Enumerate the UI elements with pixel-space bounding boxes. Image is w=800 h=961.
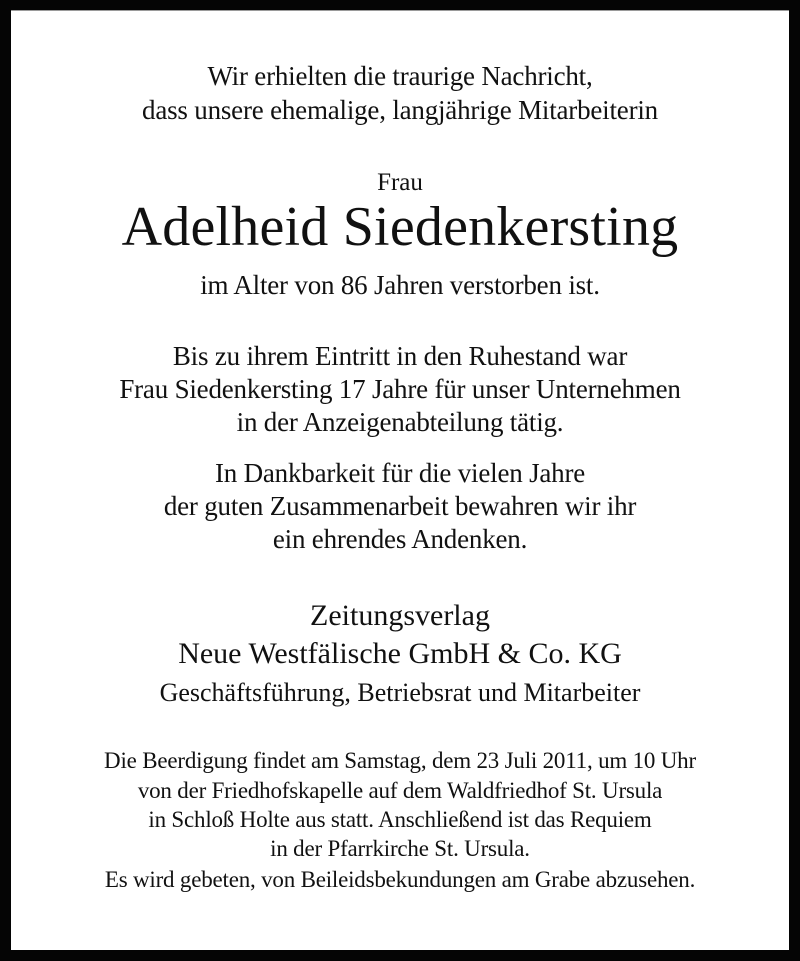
signature-company: Neue Westfälische GmbH & Co. KG	[178, 637, 622, 670]
gratitude-line-1: In Dankbarkeit für die vielen Jahre	[214, 458, 586, 488]
gratitude-line-2: der guten Zusammenarbeit bewahren wir ihr	[163, 491, 637, 521]
career-line-3: in der Anzeigenabteilung tätig.	[236, 407, 564, 437]
funeral-line-3: in Schloß Holte aus statt. Anschließend ist das Requiem	[148, 807, 652, 832]
signature-publisher: Zeitungsverlag	[310, 599, 490, 632]
career-line-1: Bis zu ihrem Eintritt in den Ruhestand war	[172, 341, 628, 371]
condolence-request: Es wird gebeten, von Beileidsbekundungen am Grabe abzusehen.	[104, 867, 696, 892]
career-line-2: Frau Siedenkersting 17 Jahre für unser Unternehmen	[119, 374, 681, 404]
signature-staff: Geschäftsführung, Betriebsrat und Mitarbeiter	[159, 678, 641, 707]
age-line: im Alter von 86 Jahren verstorben ist.	[200, 270, 600, 300]
funeral-line-2: von der Friedhofskapelle auf dem Waldfriedhof St. Ursula	[137, 778, 663, 803]
funeral-line-4: in der Pfarrkirche St. Ursula.	[270, 836, 530, 861]
funeral-line-1: Die Beerdigung findet am Samstag, dem 23 Juli 2011, um 10 Uhr	[104, 748, 696, 773]
intro-line-2: dass unsere ehemalige, langjährige Mitarbeiterin	[142, 95, 658, 125]
deceased-name: Adelheid Siedenkersting	[121, 196, 679, 258]
intro-line-1: Wir erhielten die traurige Nachricht,	[207, 61, 593, 91]
gratitude-line-3: ein ehrendes Andenken.	[272, 524, 528, 554]
salutation: Frau	[377, 169, 423, 196]
